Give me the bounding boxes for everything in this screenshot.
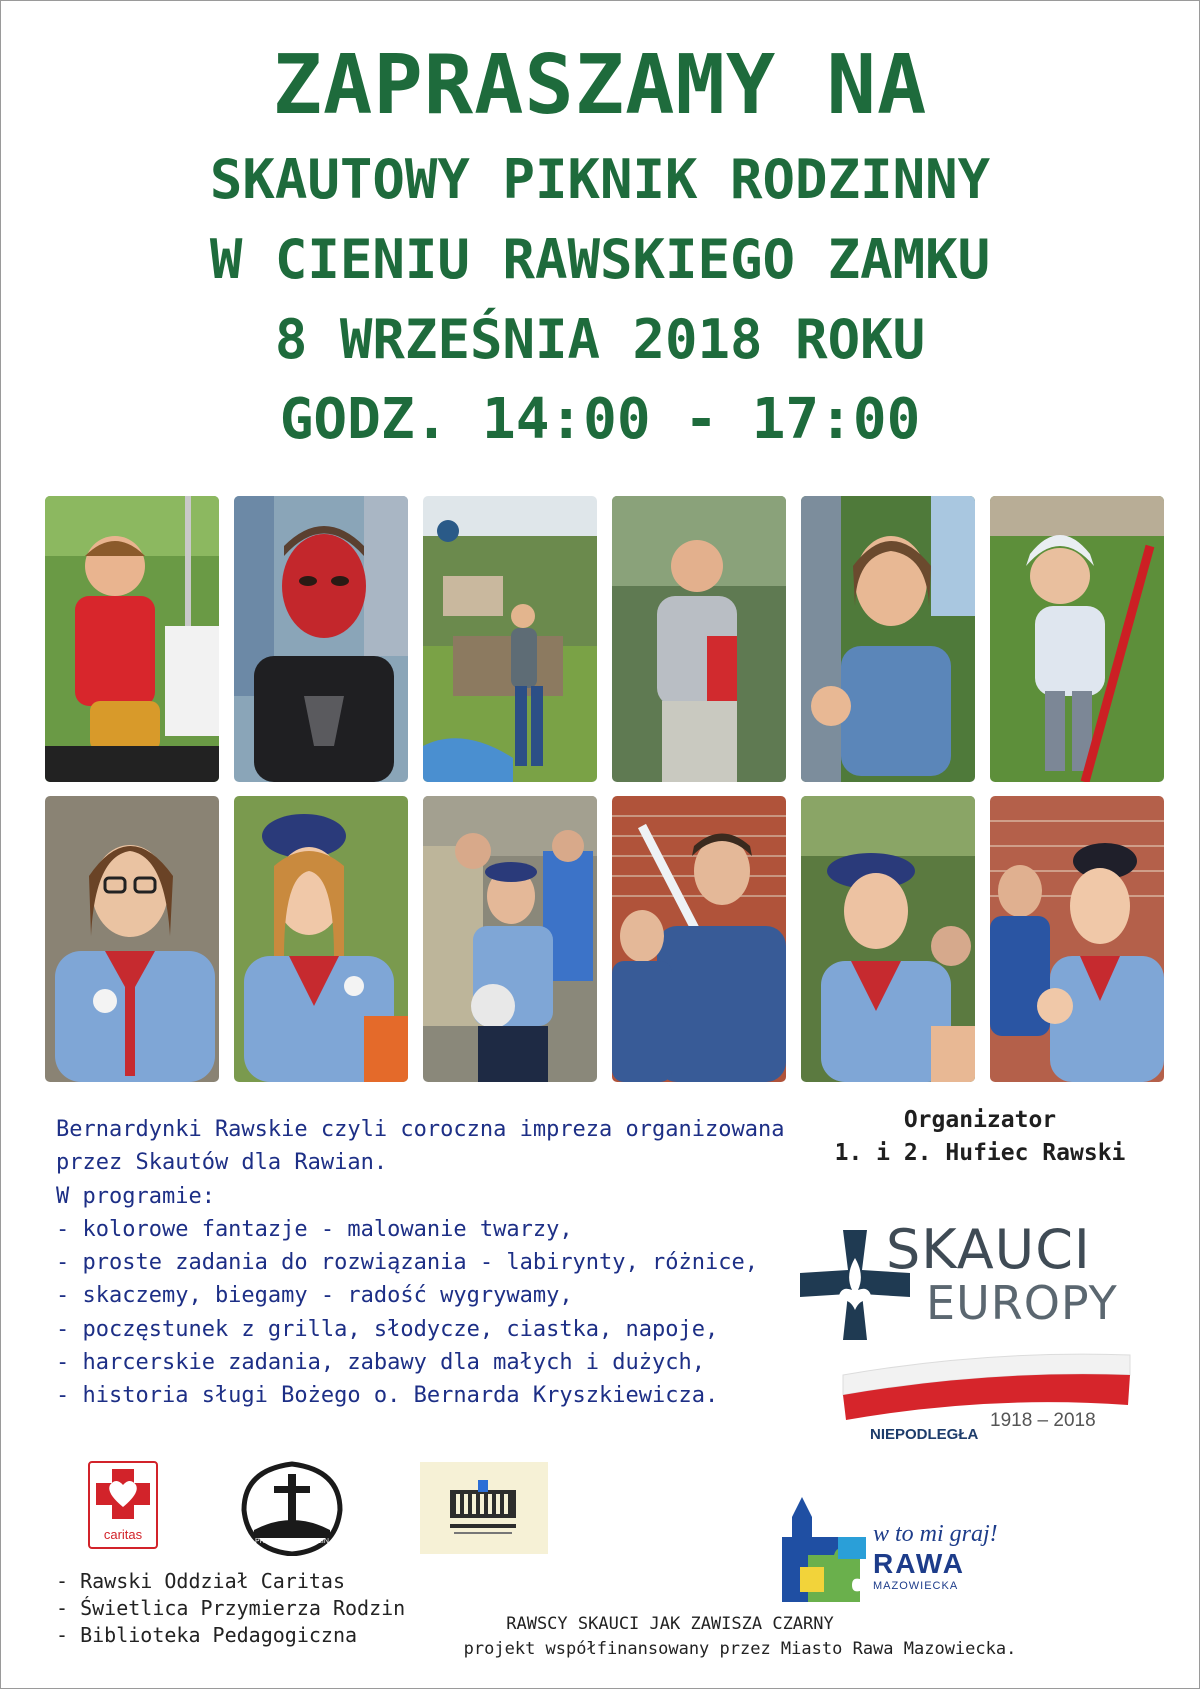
photo-boy-face-paint: [234, 496, 408, 782]
photo-toddler-white-hat: [990, 496, 1164, 782]
photo-boy-scout-ball: [423, 796, 597, 1082]
photo-girl-scout-braids: [990, 796, 1164, 1082]
rawa-slogan: w to mi graj!: [873, 1521, 998, 1547]
header-line-event: SKAUTOWY PIKNIK RODZINNY: [209, 148, 991, 211]
header-line-time: GODZ. 14:00 - 17:00: [279, 387, 921, 452]
organizer-label: Organizator: [903, 1107, 1057, 1133]
rawa-castle-puzzle-icon: [778, 1497, 870, 1602]
description-line: przez Skautów dla Rawian.: [56, 1150, 388, 1176]
rawa-subtitle: MAZOWIECKA: [873, 1580, 959, 1592]
header-line-place: W CIENIU RAWSKIEGO ZAMKU: [209, 228, 991, 291]
footer-funding-note: projekt współfinansowany przez Miasto Rawa Mazowiecka.: [463, 1639, 1017, 1659]
description-line: - historia sługi Bożego o. Bernarda Kryszkiewicza.: [56, 1383, 719, 1409]
rawa-mazowiecka-logo: [778, 1497, 870, 1602]
photo-boy-scout-pole: [612, 796, 786, 1082]
poster-header: [0, 36, 1200, 460]
header-line-invite: ZAPRASZAMY NA: [272, 38, 928, 133]
description-line: - poczęstunek z grilla, słodycze, ciastka, napoje,: [56, 1316, 719, 1342]
description-line: Bernardynki Rawskie czyli coroczna impreza organizowana: [56, 1117, 785, 1142]
partner-item: - Świetlica Przymierza Rodzin: [56, 1596, 406, 1620]
description-line: W programie:: [56, 1183, 215, 1209]
footer-project-title: RAWSCY SKAUCI JAK ZAWISZA CZARNY: [506, 1614, 834, 1634]
poster-footer: [0, 1612, 1200, 1662]
description-line: - harcerskie zadania, zabawy dla małych i dużych,: [56, 1350, 706, 1376]
przymierze-label: PRZYMIERZE RODZIN: [255, 1538, 329, 1545]
photo-girl-denim-shirt: [801, 496, 975, 782]
description-line: - skaczemy, biegamy - radość wygrywamy,: [56, 1283, 573, 1309]
photo-girl-beret-scout: [234, 796, 408, 1082]
photo-grid: [45, 496, 1165, 1082]
rawa-wordmark: [873, 1521, 998, 1592]
europy-wordmark: EUROPY: [926, 1276, 1118, 1330]
partner-item: - Rawski Oddział Caritas: [56, 1569, 345, 1593]
przymierze-rodzin-logo: [240, 1460, 344, 1556]
library-books-icon: [420, 1462, 548, 1554]
photo-teen-grey-hoodie: [612, 496, 786, 782]
caritas-logo: [88, 1461, 158, 1549]
skauci-europy-logo: [800, 1210, 1170, 1460]
organizer-name: 1. i 2. Hufiec Rawski: [834, 1140, 1126, 1166]
skauci-wordmark: SKAUCI: [886, 1218, 1091, 1281]
photo-girl-glasses-scout: [45, 796, 219, 1082]
description-line: - kolorowe fantazje - malowanie twarzy,: [56, 1216, 573, 1242]
caritas-label: caritas: [103, 1527, 143, 1542]
program-description: [56, 1113, 784, 1413]
centenary-years: 1918 – 2018: [990, 1410, 1096, 1431]
organizer-block: [780, 1104, 1180, 1170]
photo-toddler-red-shirt: [45, 496, 219, 782]
description-line: - proste zadania do rozwiązania - labirynty, różnice,: [56, 1250, 758, 1276]
photo-girl-throwing-ball: [423, 496, 597, 782]
partner-item: - Biblioteka Pedagogiczna: [56, 1623, 358, 1647]
photo-girl-scout-beret: [801, 796, 975, 1082]
caritas-cross-icon: [90, 1463, 156, 1523]
biblioteka-pedagogiczna-logo: [420, 1462, 548, 1554]
rawa-name: RAWA: [873, 1548, 965, 1579]
header-line-date: 8 WRZEŚNIA 2018 ROKU: [274, 308, 926, 371]
niepodlegla-label: NIEPODLEGŁA: [870, 1426, 979, 1443]
